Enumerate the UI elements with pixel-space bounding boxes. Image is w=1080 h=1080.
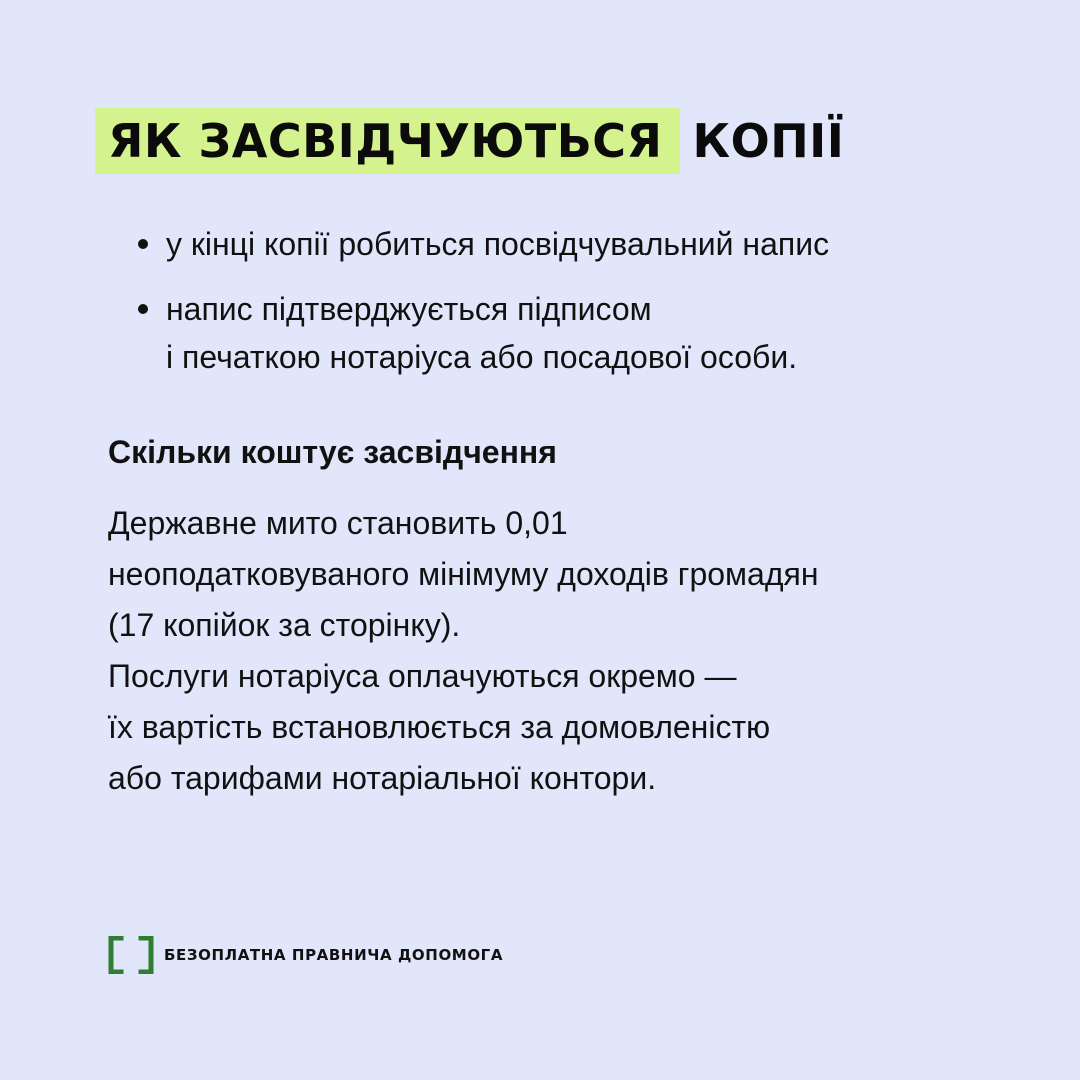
- brand-name: БЕЗОПЛАТНА ПРАВНИЧА ДОПОМОГА: [164, 946, 504, 964]
- bracket-logo-icon: [108, 936, 154, 974]
- paragraph-line: (17 копійок за сторінку).: [108, 607, 461, 643]
- title-highlight: ЯК ЗАСВІДЧУЮТЬСЯ: [95, 108, 680, 174]
- paragraph-line: неоподатковуваного мінімуму доходів громадян: [108, 556, 819, 592]
- bullet-text: напис підтверджується підписом: [166, 291, 652, 327]
- bullet-dot-icon: [138, 239, 148, 249]
- paragraph-line: Державне мито становить 0,01: [108, 505, 568, 541]
- footer-brand: [108, 935, 503, 975]
- bullet-text: і печаткою нотаріуса або посадової особи.: [166, 339, 798, 375]
- page-title: [95, 108, 844, 174]
- list-item: [138, 285, 829, 381]
- cost-paragraph: [108, 498, 819, 804]
- bullet-dot-icon: [138, 304, 148, 314]
- title-rest: КОПІЇ: [692, 114, 845, 168]
- section-heading: Скільки коштує засвідчення: [108, 434, 557, 470]
- bullet-text: у кінці копії робиться посвідчувальний напис: [166, 226, 830, 262]
- paragraph-line: їх вартість встановлюється за домовленістю: [108, 709, 771, 745]
- paragraph-line: Послуги нотаріуса оплачуються окремо —: [108, 658, 737, 694]
- paragraph-line: або тарифами нотаріальної контори.: [108, 760, 657, 796]
- list-item: [138, 220, 829, 268]
- bullet-list: [138, 220, 829, 398]
